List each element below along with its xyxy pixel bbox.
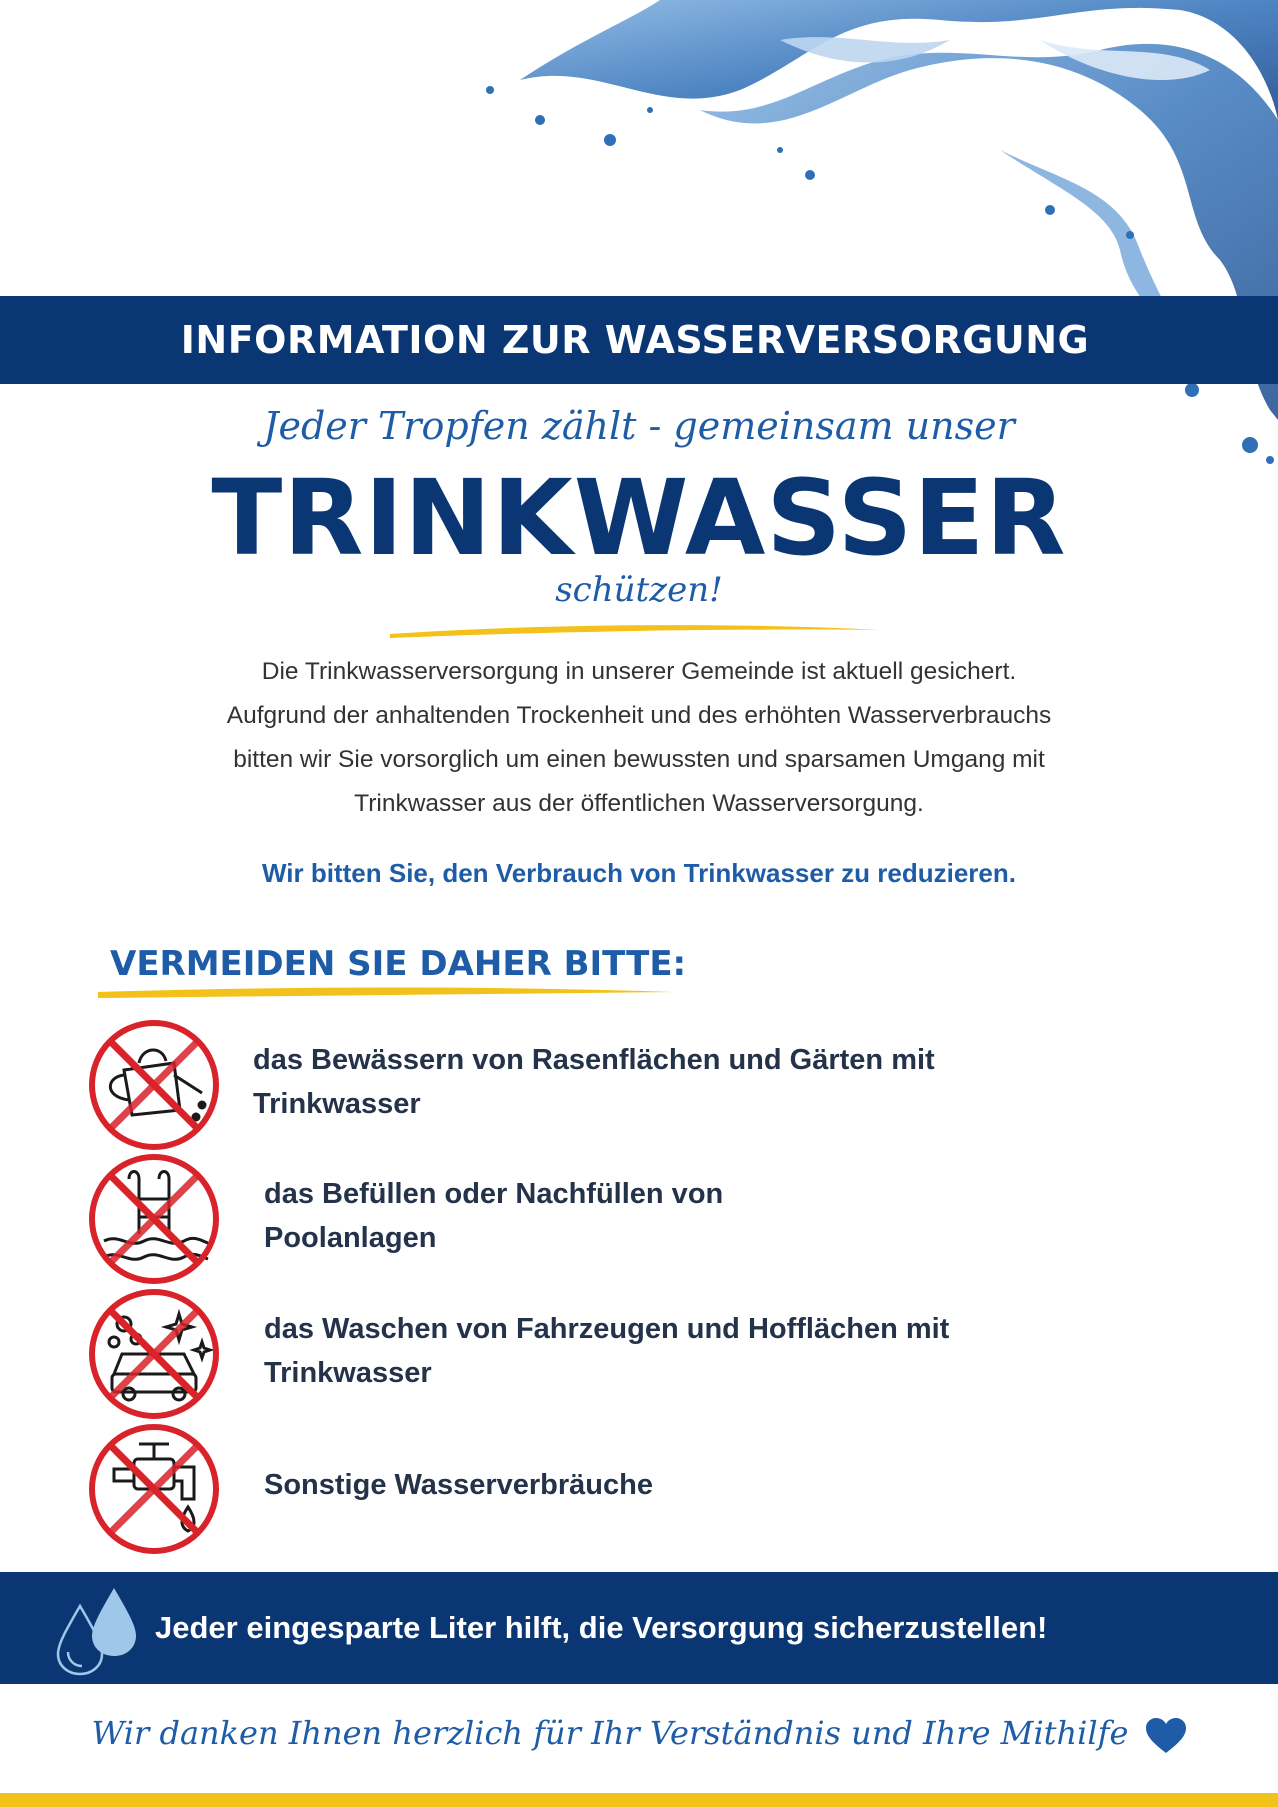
subtitle: schützen! [555,570,723,610]
intro-line: Trinkwasser aus der öffentlichen Wasserversorgung. [354,790,924,817]
item-text [264,1307,949,1395]
intro-text [120,650,1158,826]
footer-band [0,1572,1278,1684]
page-title: TRINKWASSER [211,457,1067,579]
footer-accent-bar [0,1793,1278,1807]
water-drops-icon [52,1586,142,1676]
intro-line: Die Trinkwasserversorgung in unserer Gemeinde ist aktuell gesichert. [261,658,1017,685]
no-faucet-icon [84,1419,224,1559]
item-text-line: Poolanlagen [264,1222,437,1254]
avoid-heading-underline [98,982,678,1002]
footer-band-text: Jeder eingesparte Liter hilft, die Versorgung sicherzustellen! [155,1610,1048,1645]
item-text [253,1038,935,1126]
item-text [264,1172,723,1260]
header-band [0,296,1278,384]
no-car-wash-icon [84,1284,224,1424]
intro-line: bitten wir Sie vorsorglich um einen bewussten und sparsamen Umgang mit [233,746,1045,773]
item-text-line: das Waschen von Fahrzeugen und Hofflächen mit [264,1313,950,1345]
appeal-text: Wir bitten Sie, den Verbrauch von Trinkwasser zu reduzieren. [262,858,1016,888]
water-splash-image [480,0,1278,470]
header-band-title: INFORMATION ZUR WASSERVERSORGUNG [180,318,1090,362]
item-text-line: das Bewässern von Rasenflächen und Gärten mit [253,1044,935,1076]
item-text [264,1463,653,1507]
item-text-line: das Befüllen oder Nachfüllen von [264,1178,724,1210]
avoid-heading: VERMEIDEN SIE DAHER BITTE: [110,944,687,984]
item-text-line: Trinkwasser [253,1088,421,1120]
no-watering-can-icon [84,1015,224,1155]
item-text-line: Trinkwasser [264,1357,432,1389]
item-text-line: Sonstige Wasserverbräuche [264,1469,653,1501]
thanks-text [0,1714,1278,1755]
intro-line: Aufgrund der anhaltenden Trockenheit und des erhöhten Wasserverbrauchs [226,702,1052,729]
title-underline [385,618,885,642]
thanks-line: Wir danken Ihnen herzlich für Ihr Verständnis und Ihre Mithilfe [91,1714,1129,1752]
no-pool-icon [84,1149,224,1289]
heart-icon [1145,1717,1187,1755]
tagline: Jeder Tropfen zählt - gemeinsam unser [263,404,1015,448]
